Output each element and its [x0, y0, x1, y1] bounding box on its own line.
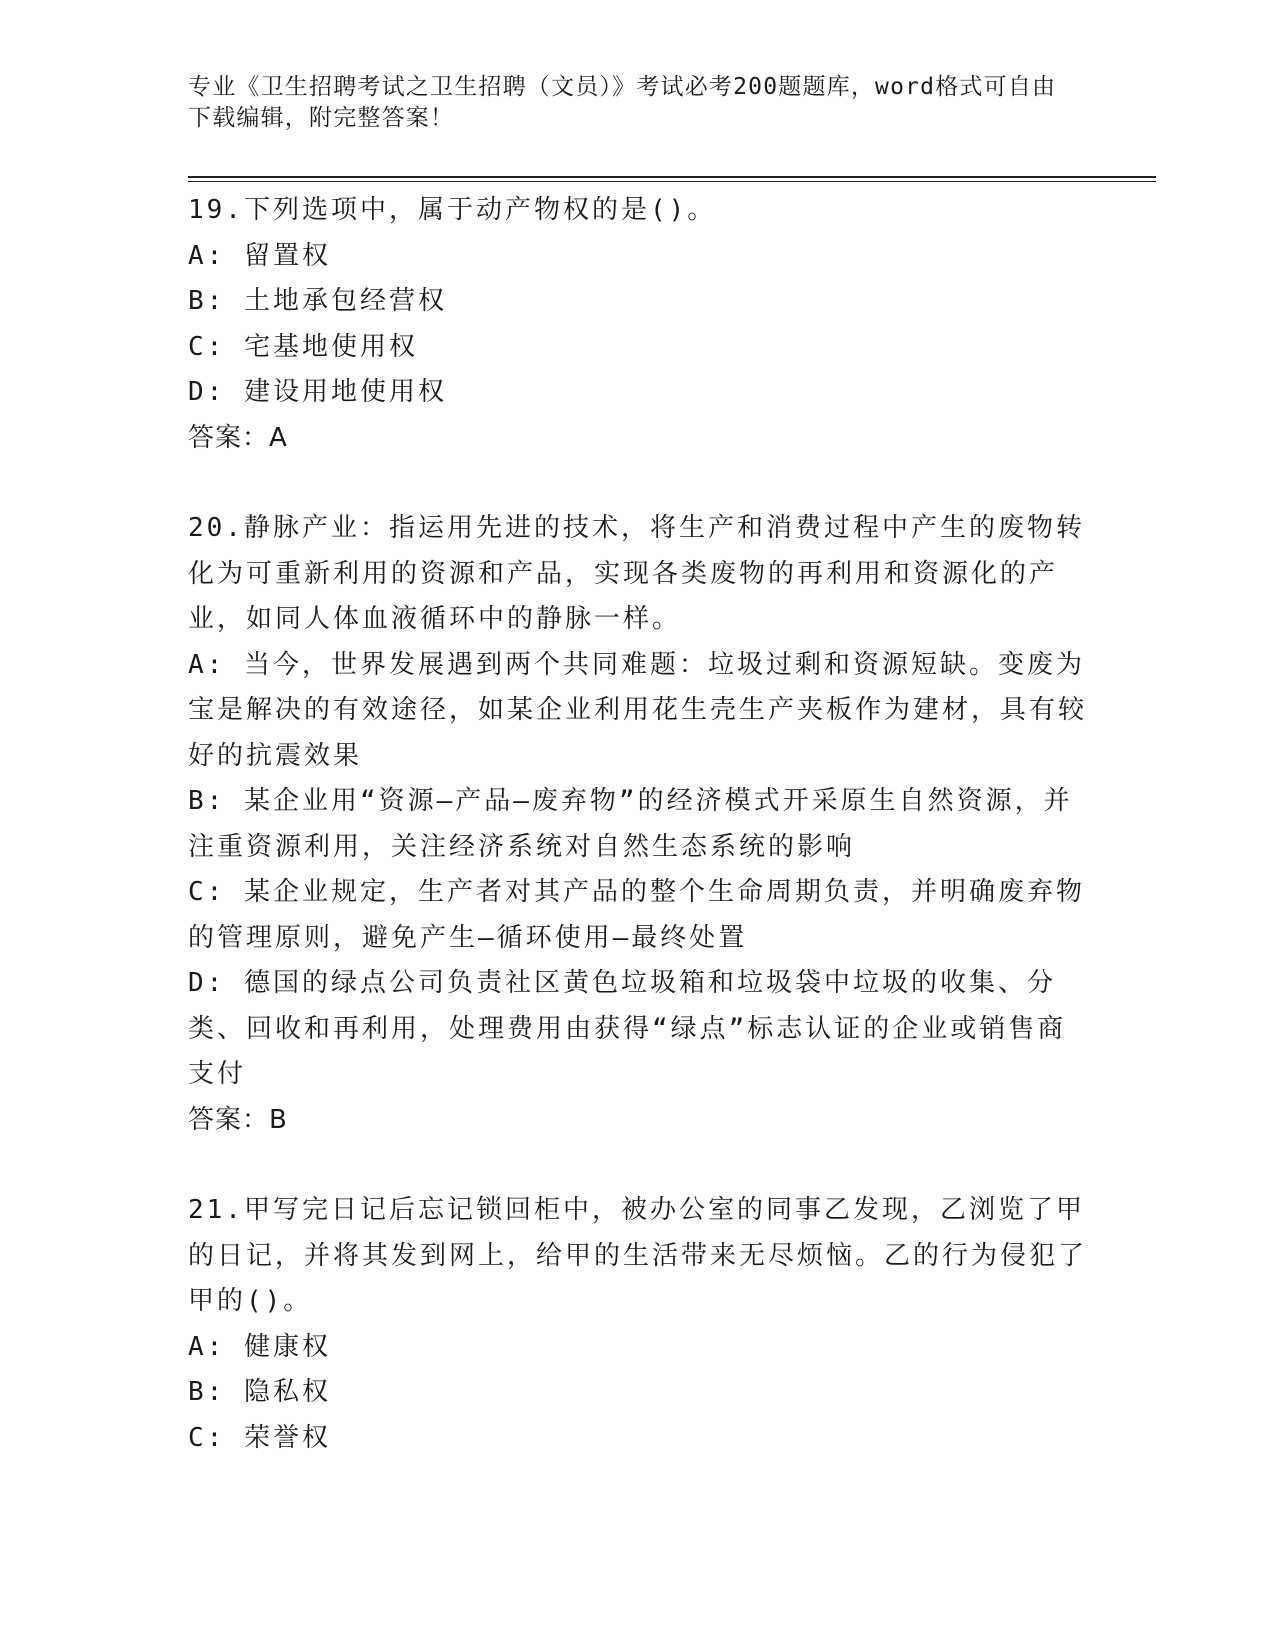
question-stem: 21.甲写完日记后忘记锁回柜中，被办公室的同事乙发现，乙浏览了甲的日记，并将其发到网上，给甲的生活带来无尽烦恼。乙的行为侵犯了甲的()。 [188, 1195, 1088, 1316]
option-b: B: 某企业用“资源—产品—废弃物”的经济模式开采原生自然资源，并注重资源利用，关注经济系统对自然生态系统的影响 [188, 786, 1073, 862]
answer: 答案：B [188, 1104, 288, 1135]
question-stem: 19.下列选项中，属于动产物权的是()。 [188, 195, 717, 225]
option-c: C: 荣誉权 [188, 1422, 331, 1453]
option-a: A: 健康权 [188, 1331, 331, 1362]
option-a: A: 当今，世界发展遇到两个共同难题：垃圾过剩和资源短缺。变废为宝是解决的有效途径，如某企业利用花生壳生产夹板作为建材，具有较好的抗震效果 [188, 649, 1088, 771]
header-rule-thin [188, 181, 1156, 182]
option-c: C: 某企业规定，生产者对其产品的整个生命周期负责，并明确废弃物的管理原则，避免产生—循环使用—最终处置 [188, 877, 1085, 953]
option-d: D: 建设用地使用权 [188, 377, 447, 407]
option-b: B: 土地承包经营权 [188, 286, 447, 316]
option-c: C: 宅基地使用权 [188, 331, 418, 362]
spacer [188, 461, 1088, 506]
option-b: B: 隐私权 [188, 1377, 331, 1407]
question-21 [188, 1188, 1088, 1461]
option-d: D: 德国的绿点公司负责社区黄色垃圾箱和垃圾袋中垃圾的收集、分类、回收和再利用，处理费用由获得“绿点”标志认证的企业或销售商支付 [188, 968, 1067, 1089]
question-stem: 20.静脉产业：指运用先进的技术，将生产和消费过程中产生的废物转化为可重新利用的资源和产品，实现各类废物的再利用和资源化的产业，如同人体血液循环中的静脉一样。 [188, 513, 1085, 634]
option-a: A: 留置权 [188, 240, 331, 271]
spacer [188, 1143, 1088, 1188]
question-20 [188, 506, 1088, 1143]
header-rule-thick [188, 176, 1156, 178]
question-19 [188, 188, 1088, 461]
document-header: 专业《卫生招聘考试之卫生招聘（文员）》考试必考200题题库，word格式可自由下载编辑，附完整答案！ [188, 74, 1057, 131]
question-list [188, 188, 1088, 1461]
answer: 答案：A [188, 422, 288, 453]
